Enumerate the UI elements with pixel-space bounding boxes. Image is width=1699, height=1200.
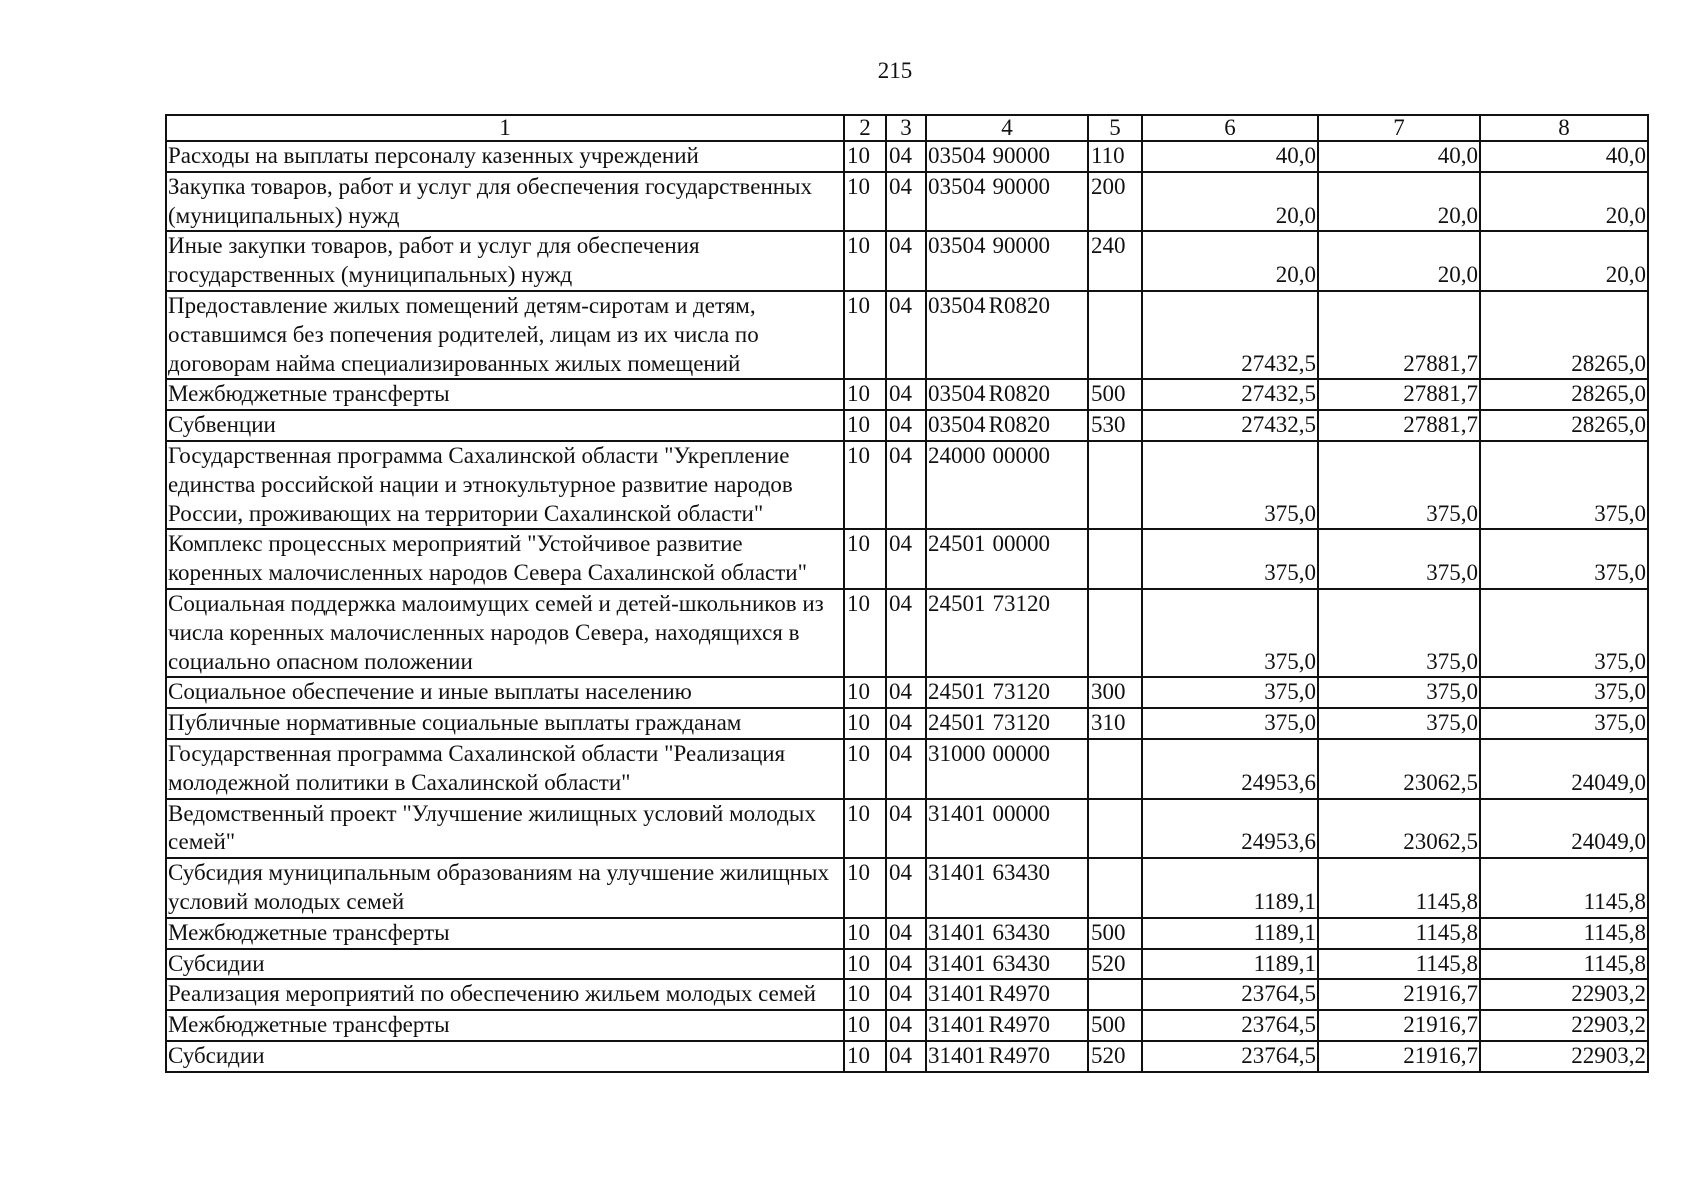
row-name: Закупка товаров, работ и услуг для обеспечения государственных (муниципальных) нужд bbox=[166, 172, 844, 232]
row-name: Расходы на выплаты персоналу казенных учреждений bbox=[166, 141, 844, 172]
expense-type-code: 520 bbox=[1088, 1041, 1142, 1072]
amount-col-7: 375,0 bbox=[1318, 589, 1480, 677]
row-name: Субвенции bbox=[166, 410, 844, 441]
table-row bbox=[166, 231, 1648, 291]
target-article-code bbox=[926, 231, 1088, 291]
target-article-program: 24501 bbox=[928, 679, 986, 705]
amount-col-6: 1189,1 bbox=[1142, 949, 1318, 980]
amount-col-6: 24953,6 bbox=[1142, 799, 1318, 859]
target-article-program: 31401 bbox=[928, 950, 986, 976]
amount-col-6: 375,0 bbox=[1142, 677, 1318, 708]
subsection-code: 04 bbox=[886, 979, 926, 1010]
section-code: 10 bbox=[844, 291, 886, 379]
target-article-code bbox=[926, 1041, 1088, 1072]
amount-col-8: 20,0 bbox=[1480, 231, 1648, 291]
section-code: 10 bbox=[844, 141, 886, 172]
expense-type-code: 110 bbox=[1088, 141, 1142, 172]
header-cell-8: 8 bbox=[1480, 115, 1648, 141]
table-row bbox=[166, 529, 1648, 589]
target-article-code bbox=[926, 949, 1088, 980]
target-article-code bbox=[926, 529, 1088, 589]
target-article-program: 24501 bbox=[928, 590, 986, 616]
amount-col-7: 375,0 bbox=[1318, 529, 1480, 589]
subsection-code: 04 bbox=[886, 799, 926, 859]
amount-col-7: 1145,8 bbox=[1318, 949, 1480, 980]
target-article-program: 03504 bbox=[928, 173, 986, 199]
row-name: Предоставление жилых помещений детям-сиротам и детям, оставшимся без попечения родителей, лицам из их числа по договорам найма специализированных жилых помещений bbox=[166, 291, 844, 379]
target-article-direction: R0820 bbox=[988, 381, 1050, 407]
amount-col-8: 22903,2 bbox=[1480, 1041, 1648, 1072]
expense-type-code: 200 bbox=[1088, 172, 1142, 232]
subsection-code: 04 bbox=[886, 231, 926, 291]
target-article-program: 03504 bbox=[928, 292, 986, 318]
expense-type-code: 500 bbox=[1088, 1010, 1142, 1041]
target-article-program: 03504 bbox=[928, 412, 986, 438]
row-name: Государственная программа Сахалинской области "Реализация молодежной политики в Сахалинской области" bbox=[166, 739, 844, 799]
amount-col-8: 1145,8 bbox=[1480, 918, 1648, 949]
table-row bbox=[166, 410, 1648, 441]
row-name: Социальная поддержка малоимущих семей и детей-школьников из числа коренных малочисленных народов Севера, находящихся в социально опасном положении bbox=[166, 589, 844, 677]
amount-col-6: 27432,5 bbox=[1142, 410, 1318, 441]
expense-type-code bbox=[1088, 739, 1142, 799]
amount-col-7: 375,0 bbox=[1318, 677, 1480, 708]
amount-col-7: 21916,7 bbox=[1318, 1041, 1480, 1072]
header-cell-5: 5 bbox=[1088, 115, 1142, 141]
target-article-direction: R0820 bbox=[988, 292, 1050, 318]
target-article-direction: 90000 bbox=[992, 173, 1050, 199]
section-code: 10 bbox=[844, 529, 886, 589]
target-article-code bbox=[926, 739, 1088, 799]
table-row bbox=[166, 172, 1648, 232]
header-cell-6: 6 bbox=[1142, 115, 1318, 141]
target-article-program: 31401 bbox=[928, 919, 986, 945]
expense-type-code bbox=[1088, 291, 1142, 379]
amount-col-8: 1145,8 bbox=[1480, 858, 1648, 918]
section-code: 10 bbox=[844, 1010, 886, 1041]
section-code: 10 bbox=[844, 979, 886, 1010]
row-name: Субсидия муниципальным образованиям на улучшение жилищных условий молодых семей bbox=[166, 858, 844, 918]
subsection-code: 04 bbox=[886, 1041, 926, 1072]
table-row bbox=[166, 739, 1648, 799]
target-article-code bbox=[926, 410, 1088, 441]
subsection-code: 04 bbox=[886, 291, 926, 379]
header-cell-4: 4 bbox=[926, 115, 1088, 141]
target-article-program: 31401 bbox=[928, 1012, 986, 1038]
target-article-direction: 00000 bbox=[992, 531, 1050, 557]
target-article-direction: 73120 bbox=[992, 710, 1050, 736]
row-name: Социальное обеспечение и иные выплаты населению bbox=[166, 677, 844, 708]
row-name: Межбюджетные трансферты bbox=[166, 1010, 844, 1041]
table-row bbox=[166, 979, 1648, 1010]
amount-col-8: 28265,0 bbox=[1480, 410, 1648, 441]
amount-col-8: 375,0 bbox=[1480, 677, 1648, 708]
amount-col-7: 27881,7 bbox=[1318, 379, 1480, 410]
amount-col-7: 23062,5 bbox=[1318, 799, 1480, 859]
target-article-code bbox=[926, 141, 1088, 172]
target-article-program: 31401 bbox=[928, 981, 986, 1007]
subsection-code: 04 bbox=[886, 708, 926, 739]
target-article-code bbox=[926, 441, 1088, 529]
expense-type-code: 240 bbox=[1088, 231, 1142, 291]
subsection-code: 04 bbox=[886, 441, 926, 529]
target-article-direction: 63430 bbox=[992, 860, 1050, 886]
target-article-program: 03504 bbox=[928, 381, 986, 407]
budget-table bbox=[165, 114, 1649, 1073]
target-article-direction: 00000 bbox=[992, 800, 1050, 826]
subsection-code: 04 bbox=[886, 589, 926, 677]
subsection-code: 04 bbox=[886, 529, 926, 589]
section-code: 10 bbox=[844, 231, 886, 291]
section-code: 10 bbox=[844, 589, 886, 677]
amount-col-7: 21916,7 bbox=[1318, 979, 1480, 1010]
amount-col-6: 20,0 bbox=[1142, 172, 1318, 232]
target-article-direction: 63430 bbox=[992, 950, 1050, 976]
target-article-program: 24501 bbox=[928, 710, 986, 736]
row-name: Межбюджетные трансферты bbox=[166, 918, 844, 949]
amount-col-6: 23764,5 bbox=[1142, 1041, 1318, 1072]
target-article-direction: 63430 bbox=[992, 919, 1050, 945]
amount-col-7: 1145,8 bbox=[1318, 918, 1480, 949]
amount-col-8: 375,0 bbox=[1480, 589, 1648, 677]
target-article-direction: 90000 bbox=[992, 233, 1050, 259]
table-row bbox=[166, 949, 1648, 980]
target-article-direction: 00000 bbox=[992, 740, 1050, 766]
table-row bbox=[166, 291, 1648, 379]
amount-col-8: 24049,0 bbox=[1480, 739, 1648, 799]
amount-col-6: 23764,5 bbox=[1142, 979, 1318, 1010]
target-article-code bbox=[926, 799, 1088, 859]
section-code: 10 bbox=[844, 677, 886, 708]
subsection-code: 04 bbox=[886, 677, 926, 708]
amount-col-6: 1189,1 bbox=[1142, 858, 1318, 918]
section-code: 10 bbox=[844, 799, 886, 859]
table-row bbox=[166, 708, 1648, 739]
target-article-direction: 90000 bbox=[992, 143, 1050, 168]
target-article-direction: R4970 bbox=[988, 981, 1050, 1007]
amount-col-7: 20,0 bbox=[1318, 231, 1480, 291]
subsection-code: 04 bbox=[886, 379, 926, 410]
amount-col-7: 20,0 bbox=[1318, 172, 1480, 232]
target-article-code bbox=[926, 708, 1088, 739]
target-article-program: 24501 bbox=[928, 531, 986, 557]
table-row bbox=[166, 141, 1648, 172]
amount-col-8: 20,0 bbox=[1480, 172, 1648, 232]
target-article-code bbox=[926, 677, 1088, 708]
target-article-direction: 00000 bbox=[992, 442, 1050, 468]
target-article-code bbox=[926, 858, 1088, 918]
table-row bbox=[166, 1010, 1648, 1041]
expense-type-code bbox=[1088, 529, 1142, 589]
expense-type-code: 300 bbox=[1088, 677, 1142, 708]
header-cell-3: 3 bbox=[886, 115, 926, 141]
target-article-code bbox=[926, 979, 1088, 1010]
expense-type-code bbox=[1088, 979, 1142, 1010]
expense-type-code bbox=[1088, 858, 1142, 918]
amount-col-7: 23062,5 bbox=[1318, 739, 1480, 799]
subsection-code: 04 bbox=[886, 410, 926, 441]
row-name: Реализация мероприятий по обеспечению жильем молодых семей bbox=[166, 979, 844, 1010]
subsection-code: 04 bbox=[886, 739, 926, 799]
row-name: Субсидии bbox=[166, 1041, 844, 1072]
amount-col-8: 22903,2 bbox=[1480, 1010, 1648, 1041]
target-article-code bbox=[926, 1010, 1088, 1041]
expense-type-code: 310 bbox=[1088, 708, 1142, 739]
row-name: Комплекс процессных мероприятий "Устойчивое развитие коренных малочисленных народов Севера Сахалинской области" bbox=[166, 529, 844, 589]
target-article-code bbox=[926, 291, 1088, 379]
amount-col-7: 27881,7 bbox=[1318, 291, 1480, 379]
amount-col-8: 375,0 bbox=[1480, 529, 1648, 589]
amount-col-6: 20,0 bbox=[1142, 231, 1318, 291]
table-row bbox=[166, 589, 1648, 677]
section-code: 10 bbox=[844, 708, 886, 739]
target-article-program: 03504 bbox=[928, 233, 986, 259]
amount-col-6: 24953,6 bbox=[1142, 739, 1318, 799]
header-cell-1: 1 bbox=[166, 115, 844, 141]
amount-col-8: 24049,0 bbox=[1480, 799, 1648, 859]
expense-type-code bbox=[1088, 441, 1142, 529]
amount-col-8: 28265,0 bbox=[1480, 291, 1648, 379]
target-article-program: 31401 bbox=[928, 800, 986, 826]
expense-type-code bbox=[1088, 799, 1142, 859]
row-name: Субсидии bbox=[166, 949, 844, 980]
target-article-program: 31401 bbox=[928, 860, 986, 886]
amount-col-7: 375,0 bbox=[1318, 708, 1480, 739]
amount-col-6: 375,0 bbox=[1142, 708, 1318, 739]
target-article-direction: R4970 bbox=[988, 1042, 1050, 1068]
section-code: 10 bbox=[844, 858, 886, 918]
amount-col-8: 375,0 bbox=[1480, 441, 1648, 529]
expense-type-code: 500 bbox=[1088, 379, 1142, 410]
amount-col-7: 21916,7 bbox=[1318, 1010, 1480, 1041]
section-code: 10 bbox=[844, 739, 886, 799]
amount-col-6: 375,0 bbox=[1142, 441, 1318, 529]
row-name: Иные закупки товаров, работ и услуг для обеспечения государственных (муниципальных) нужд bbox=[166, 231, 844, 291]
amount-col-6: 375,0 bbox=[1142, 589, 1318, 677]
table-row bbox=[166, 677, 1648, 708]
section-code: 10 bbox=[844, 949, 886, 980]
table-row bbox=[166, 379, 1648, 410]
amount-col-7: 40,0 bbox=[1318, 141, 1480, 172]
amount-col-6: 27432,5 bbox=[1142, 291, 1318, 379]
table-row bbox=[166, 441, 1648, 529]
section-code: 10 bbox=[844, 172, 886, 232]
amount-col-8: 375,0 bbox=[1480, 708, 1648, 739]
header-cell-2: 2 bbox=[844, 115, 886, 141]
target-article-direction: 73120 bbox=[992, 590, 1050, 616]
section-code: 10 bbox=[844, 1041, 886, 1072]
subsection-code: 04 bbox=[886, 918, 926, 949]
expense-type-code: 500 bbox=[1088, 918, 1142, 949]
row-name: Государственная программа Сахалинской области "Укрепление единства российской нации и этнокультурное развитие народов России, проживающих на территории Сахалинской области" bbox=[166, 441, 844, 529]
section-code: 10 bbox=[844, 441, 886, 529]
expense-type-code bbox=[1088, 589, 1142, 677]
amount-col-8: 22903,2 bbox=[1480, 979, 1648, 1010]
amount-col-7: 27881,7 bbox=[1318, 410, 1480, 441]
expense-type-code: 520 bbox=[1088, 949, 1142, 980]
expense-type-code: 530 bbox=[1088, 410, 1142, 441]
subsection-code: 04 bbox=[886, 1010, 926, 1041]
target-article-code bbox=[926, 918, 1088, 949]
target-article-program: 31401 bbox=[928, 1042, 986, 1068]
row-name: Межбюджетные трансферты bbox=[166, 379, 844, 410]
row-name: Ведомственный проект "Улучшение жилищных условий молодых семей" bbox=[166, 799, 844, 859]
section-code: 10 bbox=[844, 918, 886, 949]
target-article-code bbox=[926, 589, 1088, 677]
section-code: 10 bbox=[844, 410, 886, 441]
amount-col-6: 23764,5 bbox=[1142, 1010, 1318, 1041]
amount-col-6: 40,0 bbox=[1142, 141, 1318, 172]
target-article-program: 03504 bbox=[928, 143, 986, 168]
subsection-code: 04 bbox=[886, 949, 926, 980]
section-code: 10 bbox=[844, 379, 886, 410]
amount-col-7: 375,0 bbox=[1318, 441, 1480, 529]
table-row bbox=[166, 1041, 1648, 1072]
subsection-code: 04 bbox=[886, 858, 926, 918]
amount-col-8: 28265,0 bbox=[1480, 379, 1648, 410]
target-article-direction: R0820 bbox=[988, 412, 1050, 438]
amount-col-8: 1145,8 bbox=[1480, 949, 1648, 980]
amount-col-6: 27432,5 bbox=[1142, 379, 1318, 410]
target-article-code bbox=[926, 172, 1088, 232]
target-article-program: 31000 bbox=[928, 740, 986, 766]
target-article-direction: 73120 bbox=[992, 679, 1050, 705]
table-row bbox=[166, 858, 1648, 918]
target-article-code bbox=[926, 379, 1088, 410]
amount-col-6: 375,0 bbox=[1142, 529, 1318, 589]
header-row bbox=[166, 115, 1648, 141]
target-article-program: 24000 bbox=[928, 442, 986, 468]
row-name: Публичные нормативные социальные выплаты гражданам bbox=[166, 708, 844, 739]
header-cell-7: 7 bbox=[1318, 115, 1480, 141]
page-number: 215 bbox=[877, 58, 913, 83]
amount-col-7: 1145,8 bbox=[1318, 858, 1480, 918]
table-row bbox=[166, 799, 1648, 859]
table-row bbox=[166, 918, 1648, 949]
target-article-direction: R4970 bbox=[988, 1012, 1050, 1038]
subsection-code: 04 bbox=[886, 141, 926, 172]
amount-col-8: 40,0 bbox=[1480, 141, 1648, 172]
amount-col-6: 1189,1 bbox=[1142, 918, 1318, 949]
subsection-code: 04 bbox=[886, 172, 926, 232]
